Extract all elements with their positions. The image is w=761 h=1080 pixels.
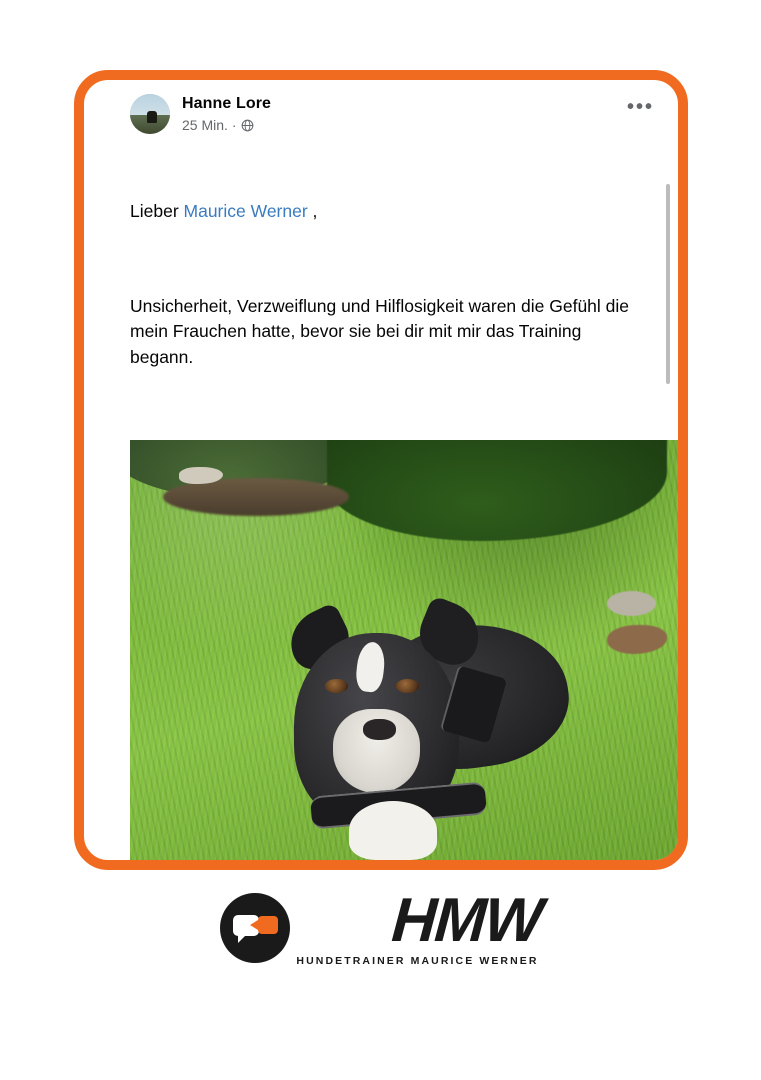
camera-icon bbox=[258, 916, 278, 934]
greeting-prefix: Lieber bbox=[130, 201, 184, 222]
greeting-suffix: , bbox=[307, 201, 318, 222]
post-header bbox=[84, 80, 678, 134]
photo-dog-chest bbox=[349, 801, 437, 860]
meta-separator: · bbox=[231, 117, 237, 134]
photo-dog-eye-left bbox=[325, 679, 348, 692]
avatar-subject bbox=[147, 111, 157, 123]
post-author-block bbox=[182, 94, 271, 134]
post-timestamp[interactable]: 25 Min. bbox=[182, 117, 228, 134]
post-scrollbar[interactable] bbox=[666, 184, 670, 384]
brand-logo bbox=[0, 886, 761, 967]
post-card-frame bbox=[74, 70, 688, 870]
post-author-name[interactable]: Hanne Lore bbox=[182, 95, 272, 112]
brand-logo-text bbox=[296, 886, 544, 967]
post-options-button[interactable]: ••• bbox=[626, 96, 654, 118]
avatar[interactable] bbox=[130, 94, 170, 134]
logo-mark-icon bbox=[220, 893, 290, 963]
brand-title: HMW bbox=[389, 886, 544, 955]
brand-logo-inner bbox=[220, 886, 544, 967]
photo-dog-nose bbox=[363, 719, 396, 740]
globe-icon bbox=[241, 119, 254, 132]
post-greeting bbox=[130, 199, 648, 225]
mention-link[interactable]: Maurice Werner bbox=[183, 201, 308, 222]
photo-dog-eye-right bbox=[396, 679, 419, 692]
facebook-post bbox=[84, 80, 678, 860]
post-meta bbox=[182, 117, 271, 134]
post-paragraph-1: Unsicherheit, Verzweiflung und Hilflosigkeit waren die Gefühl die mein Frauchen hatte, bevor sie bei dir mit mir das Training begann. bbox=[130, 295, 634, 367]
post-photo[interactable] bbox=[130, 440, 678, 860]
brand-subtitle: HUNDETRAINER MAURICE WERNER bbox=[296, 955, 539, 967]
